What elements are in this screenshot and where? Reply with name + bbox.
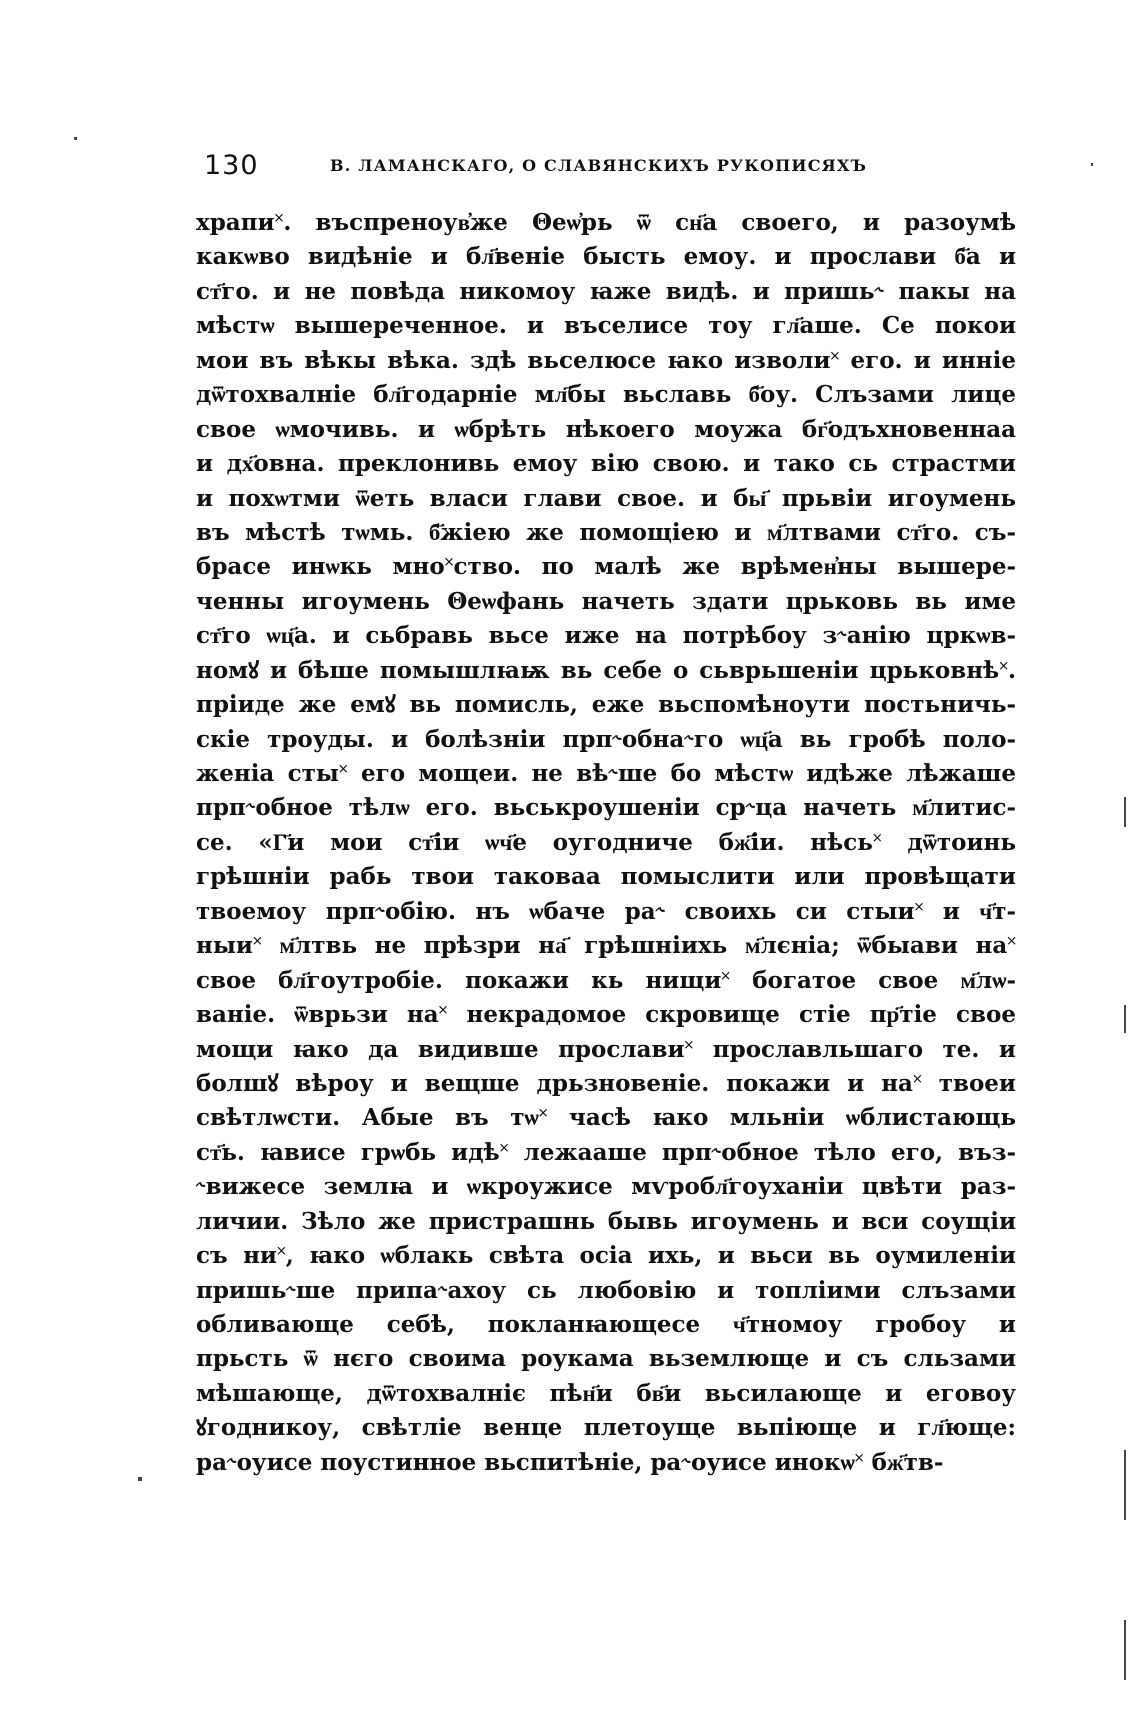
scan-speck <box>138 1477 142 1481</box>
page-number: 130 <box>204 150 259 181</box>
text-line: съ ни˟, ꙗко ѡблакь свѣта осіа ихь, и вьси вь оумиленіи <box>196 1242 1016 1270</box>
text-line: ченны игоумень Θеѡфань начеть здати црьковь вь име <box>196 587 1016 615</box>
text-line: дѿтохвалніе бл҃годарніе мл҃бы вьславь б҃оу. Слъзами лице <box>196 381 1016 409</box>
text-line: и похѡтми ѿеть власи глави свое. и бы҃ прьвіи игоумень <box>196 484 1016 512</box>
text-line: обливающе себѣ, покланꙗющесе ч҃тномоу гробоу и <box>196 1311 1016 1338</box>
text-line: ваніе. ѿврьзи на˟ некрадомое скровище стіе пр҃тіе свое <box>196 1001 1016 1029</box>
text-line: женіа сты˟ его мощеи. не вѣ˞ше бо мѣстѡ идѣже лѣжаше <box>196 760 1016 787</box>
text-line: мѣшающе, дѿтохвалніє пѣн҃и бв҃и вьсилающе и еговоу <box>196 1379 1016 1407</box>
page-header <box>204 150 1024 190</box>
scan-speck <box>1124 1450 1126 1520</box>
scan-speck <box>1091 163 1093 166</box>
text-line: болшꙋ вѣроу и вещше дрьзновеніе. покажи и на˟ твоеи <box>196 1069 1016 1097</box>
text-line: мѣстѡ вышереченное. и въселисе тоу гл҃аше. Се покои <box>196 312 1016 340</box>
text-line: твоемоу прп˞обію. нъ ѡбаче ра˞ своихь си стыи˟ и ч҃т- <box>196 897 1016 925</box>
text-line: грѣшніи рабь твои таковаа помыслити или провѣщати <box>196 863 1016 891</box>
text-line: свѣтлѡсти. Абые въ тѡ˟ часѣ ꙗко мльніи ѡблистающь <box>196 1104 1016 1132</box>
text-line: личии. Зѣло же пристрашнь бывь игоумень и вси соущіи <box>196 1207 1016 1235</box>
text-line: свое бл҃гоутробіе. покажи кь нищи˟ богатое свое м҃лѡ- <box>196 966 1016 994</box>
body-text <box>196 206 1016 1480</box>
scan-speck <box>1124 1620 1126 1680</box>
running-head: В. ЛАМАНСКАГО, О СЛАВЯНСКИХЪ РУКОПИСЯХЪ <box>330 156 868 175</box>
text-line: мои въ вѣкы вѣка. здѣ вьселюсе ꙗко изволи˟ его. и инніе <box>196 346 1016 374</box>
text-line: прп˞обное тѣлѡ его. вьськроушеніи ср˞ца начеть м҃литиc- <box>196 794 1016 822</box>
scan-speck <box>1124 1005 1126 1033</box>
scan-speck <box>74 137 77 140</box>
text-line: ст҃го. и не повѣда никомоу ꙗже видѣ. и пришь˞ пакы на <box>196 277 1016 305</box>
text-line: номꙋ и бѣше помышлꙗѭ вь себе о сьврьшеніи црьковнѣ˟. <box>196 656 1016 684</box>
text-line: брасе инѡкь мно˟ство. по малѣ же врѣмен҆ны вышере- <box>196 553 1016 581</box>
text-line: мощи ꙗко да видивше прослави˟ прославльшаго те. и <box>196 1035 1016 1063</box>
text-line: скіе троуды. и болѣзніи прп˞обна˞го ѡц҃а вь гробѣ поло- <box>196 725 1016 753</box>
text-line: ꙋгодникоу, свѣтліе венце плетоуще вьпіюще и гл҃юще: <box>196 1414 1016 1442</box>
text-line: и дх҃овна. преклонивь емоу вію свою. и тако сь страстми <box>196 450 1016 478</box>
text-line: свое ѡмочивь. и ѡбрѣть нѣкоего моужа бг҃одъхновеннаа <box>196 415 1016 443</box>
text-line: ст҃го ѡц҃а. и сьбравь вьсе иже на потрѣбоу з˞анію цркѡв- <box>196 622 1016 650</box>
scan-speck <box>1124 797 1126 827</box>
text-line: въ мѣстѣ тѡмь. б҃жіею же помощіею и м҃лтвами ст҃го. съ- <box>196 518 1016 546</box>
text-line: храпи˟. въспреноув҆же Θеѡ҆рь ѿ сн҃а своего, и разоумѣ <box>196 209 1016 236</box>
text-line: какѡво видѣніе и бл҃веніе бысть емоу. и прослави б҃а и <box>196 243 1016 271</box>
text-line: ныи˟ м҃лтвь не прѣзри на҃ грѣшніихь м҃лєніа; ѿбыави на˟ <box>196 932 1016 960</box>
text-line: прьсть ѿ нєго своима роукама вьземлюще и съ сльзами <box>196 1345 1016 1373</box>
text-line: ст҃ь. ꙗвисе грѡбь идѣ˟ лежааше прп˞обное тѣло его, въз- <box>196 1138 1016 1166</box>
text-line: пришь˞ше припа˞ахоу сь любовію и топліими слъзами <box>196 1276 1016 1304</box>
text-line: пріиде же емꙋ вь помисль, еже вьспомѣноути постьничь- <box>196 691 1016 719</box>
text-line: ˞вижесе землꙗ и ѡкроужисе мѵробл҃гоуханіи цвѣти раз- <box>196 1173 1016 1201</box>
text-line: ра˞оуисе поустинное вьспитѣніе, ра˞оуисе инокѡ˟ бж҃тв- <box>196 1448 944 1476</box>
text-line: се. «Г҃и мои ст҃іи ѡч҃е оугодниче бж҃іи. нѣсь˟ дѿтоинь <box>196 828 1016 856</box>
